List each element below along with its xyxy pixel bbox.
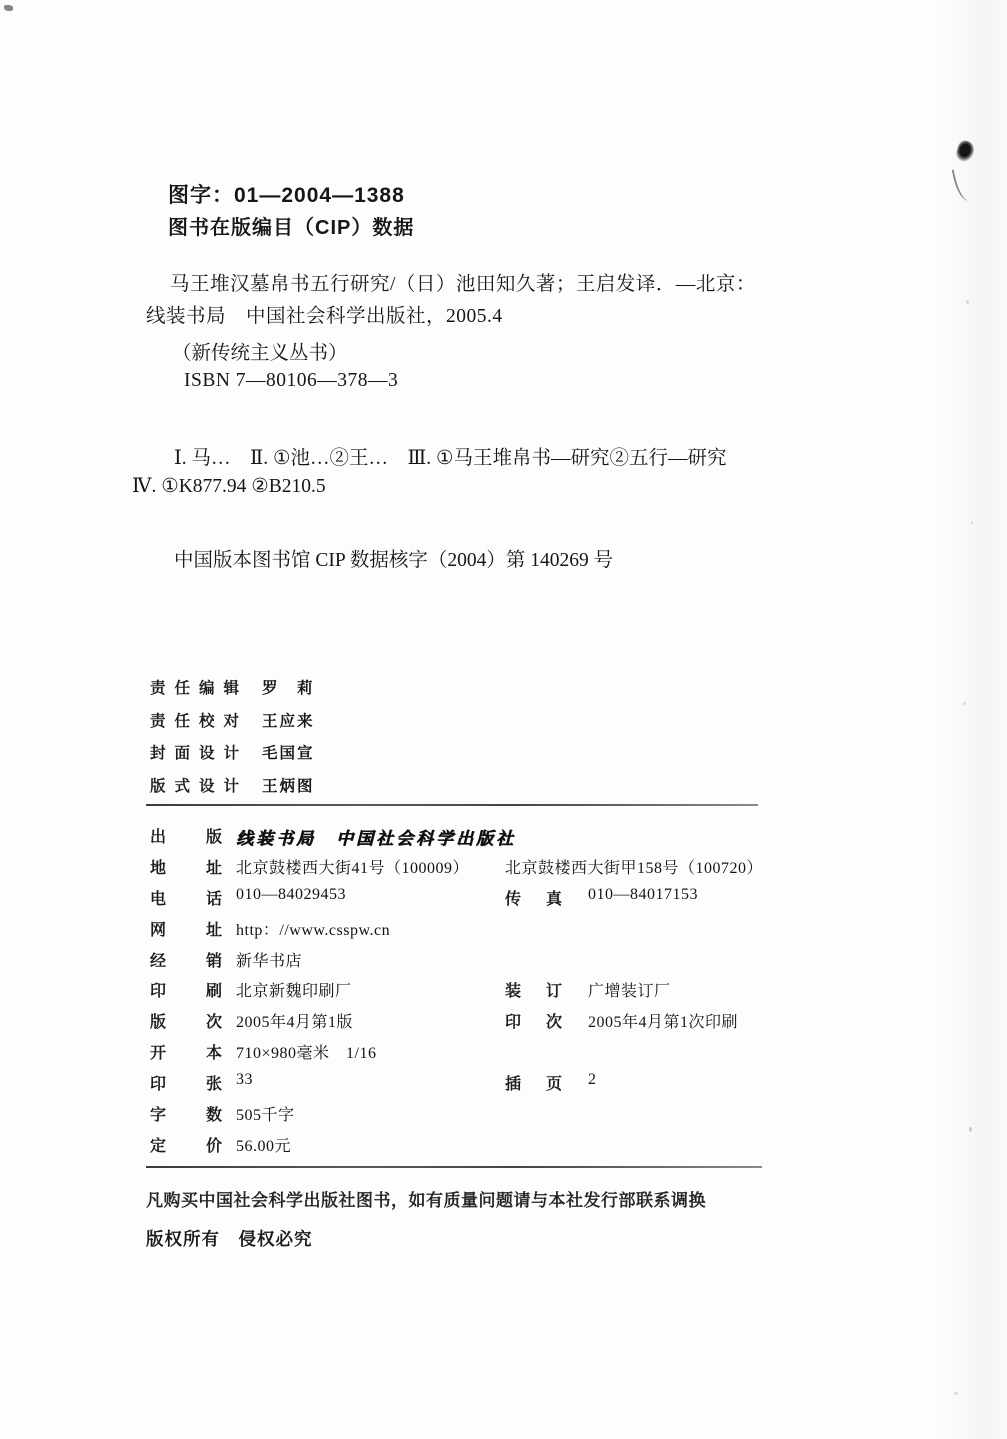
colophon-right-value: 2005年4月第1次印刷 (588, 1014, 739, 1032)
staff-role: 版式设计 (150, 777, 249, 795)
classification-line1: Ⅰ. 马… Ⅱ. ①池…②王… Ⅲ. ①马王堆帛书—研究②五行—研究 (174, 448, 727, 469)
colophon-value: 北京新魏印刷厂 (236, 983, 352, 1001)
colophon-value: 505千字 (236, 1107, 295, 1125)
colophon-right-label: 插 页 (505, 1076, 562, 1094)
staff-row (150, 774, 315, 807)
colophon-row-wordcount (150, 1102, 970, 1133)
scan-dot-artifact (963, 702, 966, 705)
colophon-label: 出 版 (150, 829, 222, 846)
copyright-notice: 版权所有 侵权必究 (146, 1229, 313, 1249)
catalog-record-line2: 线装书局 中国社会科学出版社，2005.4 (146, 306, 503, 327)
colophon-right-group (505, 978, 671, 1001)
colophon-right-label: 装 订 (505, 983, 562, 1001)
staff-role: 责任校对 (150, 712, 249, 730)
scan-dot-artifact (966, 300, 969, 304)
colophon-label: 电 话 (150, 890, 222, 908)
staff-credits-block (150, 676, 315, 806)
divider-line-top (146, 804, 758, 806)
scan-dot-artifact (971, 521, 973, 524)
quality-notice: 凡购买中国社会科学出版社图书，如有质量问题请与本社发行部联系调换 (146, 1191, 706, 1210)
colophon-label: 印 张 (150, 1076, 222, 1094)
colophon-label: 开 本 (150, 1045, 222, 1063)
classification-line2: Ⅳ. ①K877.94 ②B210.5 (132, 476, 326, 497)
series-title: （新传统主义丛书） (172, 343, 348, 364)
scan-dot-artifact (969, 1127, 972, 1132)
colophon-value: 710×980毫米 1/16 (236, 1045, 377, 1063)
colophon-row-distributor (150, 948, 970, 979)
colophon-right-label: 印 次 (505, 1014, 562, 1032)
colophon-label: 地 址 (150, 859, 222, 877)
cip-data-title: 图书在版编目（CIP）数据 (168, 217, 415, 239)
catalog-record-line1: 马王堆汉墓帛书五行研究/（日）池田知久著；王启发译．—北京： (170, 274, 756, 295)
cip-verification-number: 中国版本图书馆 CIP 数据核字（2004）第 140269 号 (174, 550, 614, 571)
colophon-right-group (505, 1009, 738, 1032)
colophon-value: 2005年4月第1版 (236, 1014, 354, 1032)
colophon-label: 版 次 (150, 1014, 222, 1032)
colophon-label: 印 刷 (150, 983, 222, 1001)
staff-row (150, 741, 315, 774)
colophon-value: 010—84029453 (236, 885, 346, 903)
scan-speck-artifact (4, 5, 13, 11)
colophon-label: 定 价 (150, 1137, 222, 1155)
colophon-row-sheets (150, 1071, 970, 1102)
colophon-right-group (505, 855, 763, 878)
publisher-logotype: 线装书局 中国社会科学出版社 (236, 829, 516, 848)
staff-row (150, 709, 315, 742)
colophon-row-address (150, 855, 970, 886)
ink-smudge-artifact (954, 139, 977, 164)
colophon-row-phone (150, 886, 970, 917)
staff-role: 封面设计 (150, 745, 249, 762)
colophon-label: 经 销 (150, 952, 222, 970)
scan-dot-artifact (954, 1392, 958, 1395)
colophon-right-value: 广增装订厂 (588, 983, 671, 1001)
staff-name: 王应来 (262, 712, 315, 730)
staff-name: 毛国宣 (262, 745, 315, 762)
colophon-right-value: 北京鼓楼西大街甲158号（100720） (505, 859, 764, 877)
staff-role: 责任编辑 (150, 680, 249, 697)
staff-row (150, 676, 315, 709)
colophon-row-printer (150, 978, 970, 1009)
website-url: http：//www.csspw.cn (236, 921, 391, 939)
colophon-right-value: 2 (588, 1071, 597, 1089)
colophon-row-price (150, 1133, 970, 1164)
divider-line-bottom (146, 1166, 762, 1168)
colophon-value: 33 (236, 1071, 253, 1089)
isbn-number: ISBN 7—80106—378—3 (184, 370, 399, 391)
ink-flick-artifact (952, 167, 973, 203)
colophon-value: 56.00元 (236, 1137, 292, 1155)
colophon-value: 新华书店 (236, 952, 303, 970)
colophon-right-label: 传 真 (505, 890, 562, 908)
colophon-row-format (150, 1040, 970, 1071)
colophon-right-group (505, 1071, 597, 1094)
colophon-right-group (505, 886, 698, 909)
staff-name: 罗 莉 (262, 680, 315, 697)
colophon-row-publisher (150, 824, 970, 855)
colophon-label: 字 数 (150, 1107, 222, 1125)
colophon-value: 北京鼓楼西大街41号（100009） (236, 859, 470, 877)
register-number-line: 图字：01—2004—1388 (168, 184, 405, 207)
staff-name: 王炳图 (262, 777, 315, 795)
publication-colophon (150, 824, 970, 1164)
colophon-row-edition (150, 1009, 970, 1040)
colophon-row-website (150, 917, 970, 948)
colophon-label: 网 址 (150, 921, 222, 939)
colophon-right-value: 010—84017153 (588, 885, 698, 903)
